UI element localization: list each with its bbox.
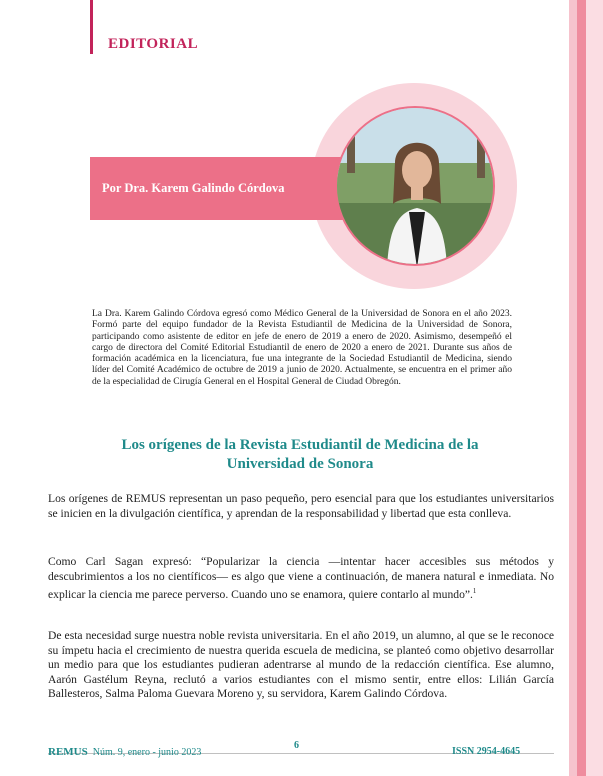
footnote-ref: 1 — [472, 587, 477, 596]
decorative-stripe-pale — [586, 0, 603, 776]
journal-name: REMUS — [48, 746, 88, 758]
author-photo-drawing — [337, 108, 495, 266]
decorative-stripe-pink — [577, 0, 586, 776]
article-title — [70, 436, 530, 474]
section-accent-bar — [90, 0, 93, 54]
decorative-stripe-light — [569, 0, 577, 776]
article-paragraph-2 — [48, 555, 554, 603]
author-bio: La Dra. Karem Galindo Córdova egresó como Médico General de la Universidad de Sonora en el año 2023. Formó parte del equipo fundador de la Revista Estudiantil de Medicina de la Universidad de Sonora, participando como asistente de editor en jefe de enero de 2019 a enero de 2020. Asimismo, desempeñó el cargo de directora del Comité Editorial Estudiantil de enero de 2020 a enero de 2021. Durante sus años de formación académica en la licenciatura, fue una integrante de la Sociedad Estudiantil de Medicina, siendo líder del Comité Académico de octubre de 2019 a junio de 2020. Actualmente, se encuentra en el primer año de la especialidad de Cirugía General en el Hospital General de Ciudad Obregón. — [92, 309, 512, 387]
article-title-line1: Los orígenes de la Revista Estudiantil de Medicina de la — [121, 437, 479, 453]
section-label: EDITORIAL — [108, 36, 199, 52]
article-paragraph-3: De esta necesidad surge nuestra noble revista universitaria. En el año 2019, un alumno, al que se le reconoce su ímpetu hacia el crecimiento de nuestra querida escuela de medicina, se planteó como objetivo desarrollar un medio para que los estudiantes pudieran adentrarse al mundo de la redacción científica. Ese alumno, Aarón Gastélum Reyna, reclutó a varios estudiantes con el mismo sentir, entre ellos: Lilián García Ballesteros, Salma Paloma Guevara Moreno y, su servidora, Karem Galindo Córdova. — [48, 629, 554, 701]
footer-journal — [48, 746, 201, 758]
article-paragraph-1: Los orígenes de REMUS representan un paso pequeño, pero esencial para que los estudiantes universitarios se inicien en la divulgación científica, y aprendan de la responsabilidad y libertad que esta conlleva. — [48, 492, 554, 520]
author-byline: Por Dra. Karem Galindo Córdova — [102, 181, 285, 195]
author-photo-icon — [335, 106, 495, 266]
journal-issue: Núm. 9, enero - junio 2023 — [92, 747, 202, 758]
page-number: 6 — [294, 740, 299, 751]
article-paragraph-2-text: Como Carl Sagan expresó: “Popularizar la ciencia —intentar hacer accesibles sus métodos y descubrimientos a los no científicos— es algo que viene a continuación, de manera natural e inmediata. No explicar la ciencia me parece perverso. Cuando uno se enamora, quiere contarlo al mundo”. — [48, 555, 554, 602]
footer-issn: ISSN 2954-4645 — [452, 746, 521, 757]
article-title-line2: Universidad de Sonora — [226, 456, 374, 472]
